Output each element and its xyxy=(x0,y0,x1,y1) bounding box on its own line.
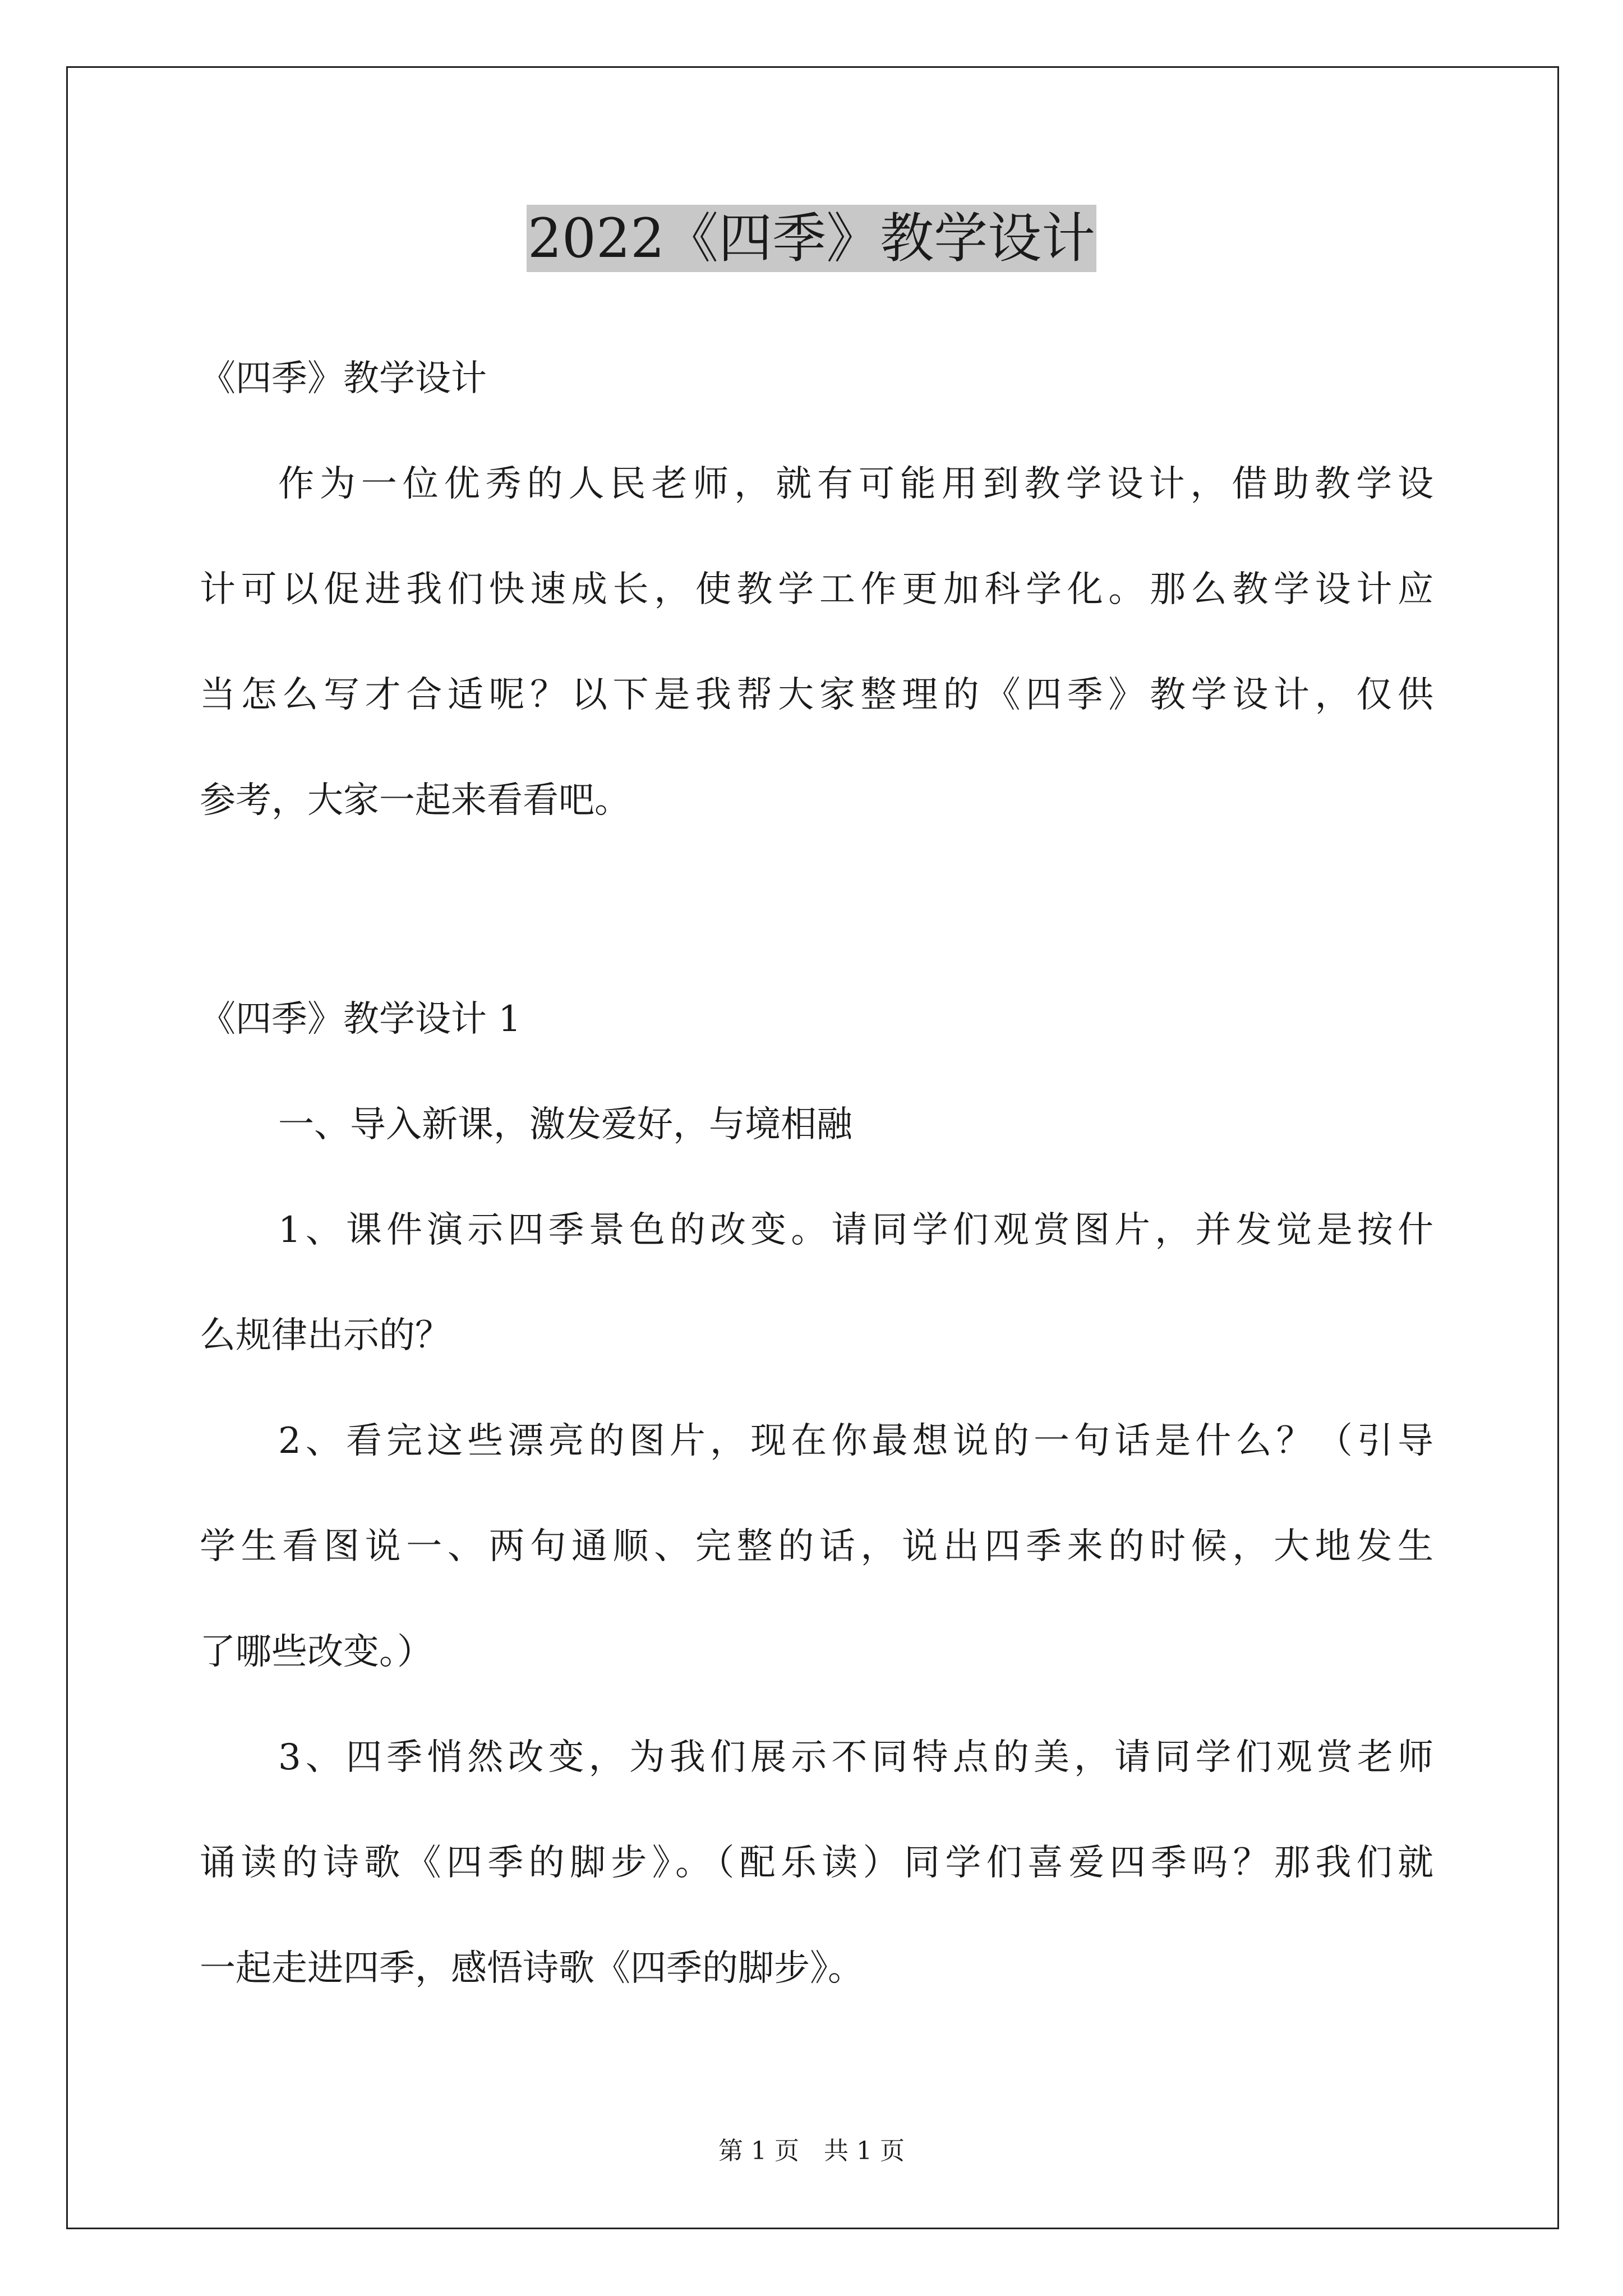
item-3-line-2: 诵读的诗歌《四季的脚步》。（配乐读）同学们喜爱四季吗？那我们就 xyxy=(200,1842,1433,1884)
document-title xyxy=(0,199,1623,278)
item-1-line-2: 么规律出示的？ xyxy=(200,1315,451,1356)
item-3-line-3: 一起走进四季，感悟诗歌《四季的脚步》。 xyxy=(200,1948,864,1989)
intro-heading: 《四季》教学设计 xyxy=(200,358,487,399)
item-2-line-2: 学生看图说一、两句通顺、完整的话，说出四季来的时候，大地发生 xyxy=(200,1526,1433,1567)
document-title-text: 2022《四季》教学设计 xyxy=(527,205,1096,272)
intro-paragraph-line-3: 当怎么写才合适呢？以下是我帮大家整理的《四季》教学设计，仅供 xyxy=(200,674,1433,716)
section-heading: 《四季》教学设计 1 xyxy=(200,999,522,1040)
step-heading: 一、导入新课，激发爱好，与境相融 xyxy=(278,1104,852,1145)
intro-paragraph-line-4: 参考，大家一起来看看吧。 xyxy=(200,780,630,821)
item-2-line-1: 2、看完这些漂亮的图片，现在你最想说的一句话是什么？（引导 xyxy=(278,1420,1433,1462)
item-3-line-1: 3、四季悄然改变，为我们展示不同特点的美，请同学们观赏老师 xyxy=(278,1737,1433,1778)
item-2-line-3: 了哪些改变。） xyxy=(200,1631,433,1673)
intro-paragraph-line-2: 计可以促进我们快速成长，使教学工作更加科学化。那么教学设计应 xyxy=(200,569,1433,610)
page-number-footer: 第 1 页 共 1 页 xyxy=(718,2137,905,2165)
item-1-line-1: 1、课件演示四季景色的改变。请同学们观赏图片，并发觉是按什 xyxy=(278,1209,1433,1251)
intro-paragraph-line-1: 作为一位优秀的人民老师，就有可能用到教学设计，借助教学设 xyxy=(278,463,1433,505)
